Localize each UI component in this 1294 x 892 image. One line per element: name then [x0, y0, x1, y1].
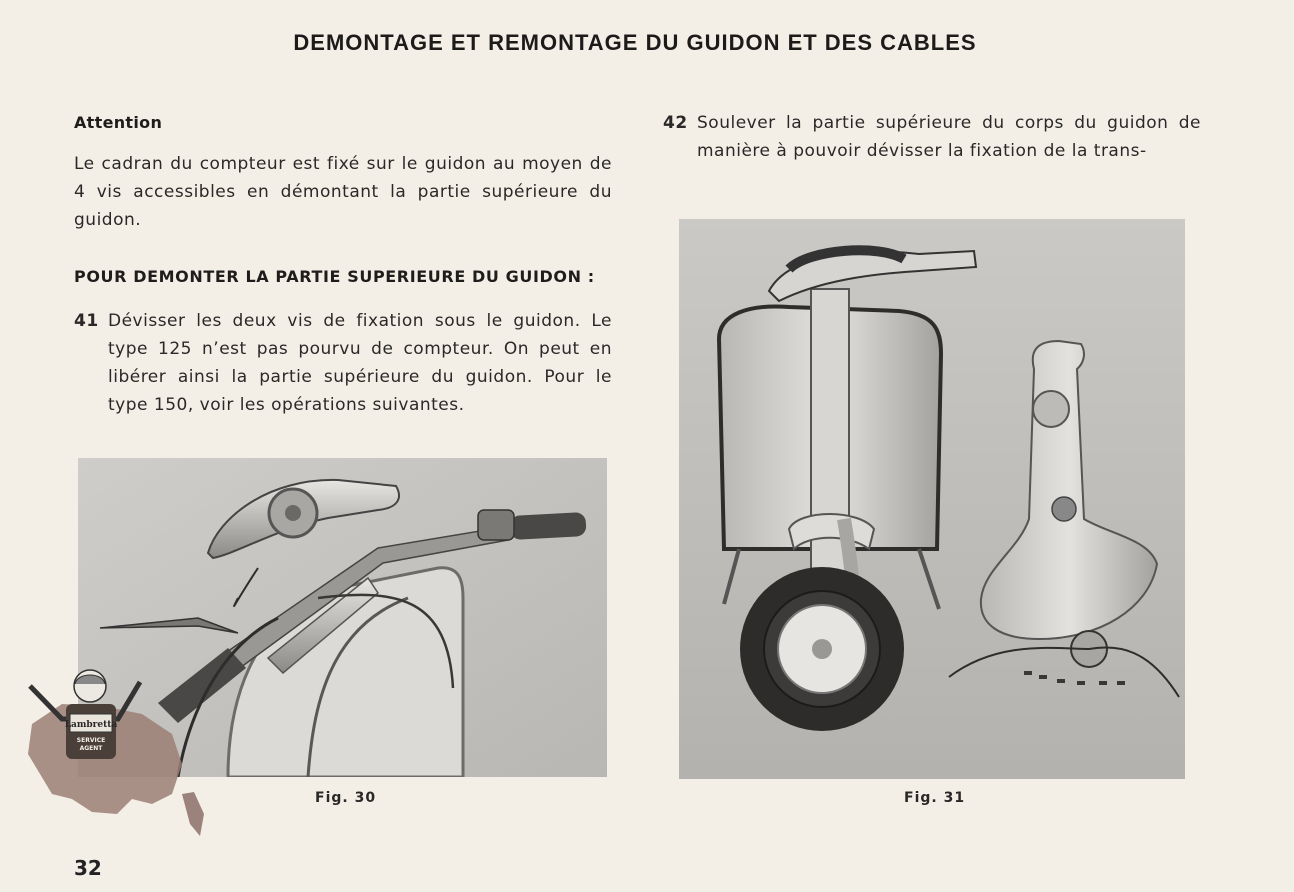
- logo-brand: Lambretta: [64, 720, 118, 730]
- step-text: Dévisser les deux vis de fixation sous le guidon. Le type 125 n’est pas pourvu de compteur. On peut en libérer ainsi la partie supérieure du guidon. Pour le type 150, voir les opérations suivantes.: [108, 311, 612, 415]
- step-text: Soulever la partie supérieure du corps du guidon de manière à pouvoir dévisser la fixation de la trans-: [697, 113, 1201, 161]
- page-title: DEMONTAGE ET REMONTAGE DU GUIDON ET DES CABLES: [293, 30, 977, 55]
- figure-31-photo: [679, 219, 1185, 779]
- attention-text: Le cadran du compteur est fixé sur le guidon au moyen de 4 vis accessibles en démontant la partie supérieure du guidon.: [74, 154, 612, 230]
- figure-30-caption: Fig. 30: [315, 790, 377, 806]
- step-41: [74, 307, 612, 419]
- step-number: 41: [74, 311, 99, 331]
- logo-line1: SERVICE: [76, 737, 106, 744]
- attention-paragraph: [74, 150, 612, 234]
- figure-31-caption: Fig. 31: [904, 790, 966, 806]
- page-number: 32: [74, 856, 102, 880]
- logo-line2: AGENT: [79, 745, 103, 752]
- attention-heading: Attention: [74, 113, 163, 132]
- step-number: 42: [663, 113, 688, 133]
- step-42: [663, 109, 1201, 165]
- section-heading: POUR DEMONTER LA PARTIE SUPERIEURE DU GUIDON :: [74, 267, 595, 286]
- service-agent-logo: [22, 664, 210, 848]
